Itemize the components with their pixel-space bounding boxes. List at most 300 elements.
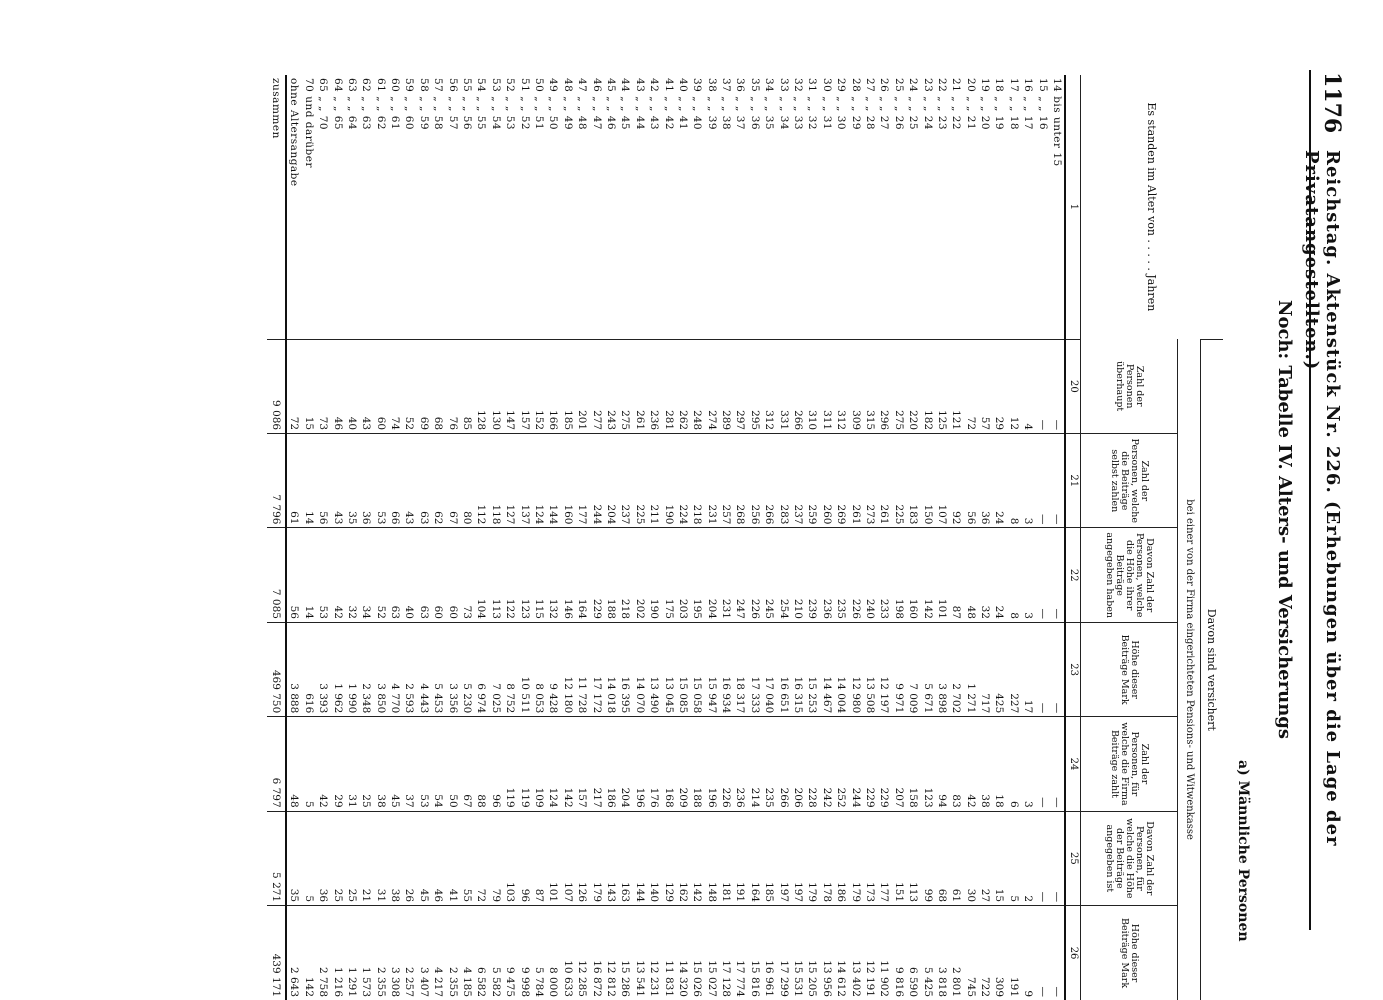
age-label: 63 „ „ 64 <box>345 78 358 131</box>
table-cell: 179 <box>848 811 862 905</box>
age-label: 38 „ „ 39 <box>705 78 718 131</box>
table-cell: 275 <box>891 339 905 433</box>
table-cell: 41 <box>445 811 459 905</box>
table-row <box>762 75 776 1000</box>
table-cell: 9 086 <box>267 339 286 433</box>
table-row <box>690 75 704 1000</box>
table-cell: 152 <box>532 339 546 433</box>
table-cell: 717 <box>978 622 992 716</box>
table-cell: 3 888 <box>286 622 301 716</box>
table-row <box>877 75 891 1000</box>
table-row <box>978 75 992 1000</box>
table-cell: 147 <box>503 339 517 433</box>
table-cell: 87 <box>532 811 546 905</box>
table-cell: — <box>1035 811 1049 905</box>
table-cell: 13 956 <box>819 906 833 1000</box>
age-label: 43 „ „ 44 <box>633 78 646 131</box>
table-cell: 142 <box>920 528 934 622</box>
table-cell: 140 <box>647 811 661 905</box>
table-cell: 5 582 <box>488 906 502 1000</box>
table-row <box>560 75 574 1000</box>
table-cell: 48 <box>286 717 301 811</box>
table-cell: 237 <box>791 434 805 528</box>
table-cell: 14 320 <box>675 906 689 1000</box>
table-cell: 146 <box>560 528 574 622</box>
table-cell: 29 <box>992 339 1006 433</box>
table-cell: 269 <box>834 434 848 528</box>
table-cell: 103 <box>503 811 517 905</box>
table-cell: 207 <box>891 717 905 811</box>
table-cell: 158 <box>906 717 920 811</box>
table-cell: 197 <box>776 811 790 905</box>
table-cell: 67 <box>445 434 459 528</box>
table-cell: 261 <box>632 339 646 433</box>
table-cell: 127 <box>503 434 517 528</box>
table-cell: 469 750 <box>267 622 286 716</box>
table-cell: 163 <box>618 811 632 905</box>
table-title: Noch: Tabelle IV. Alters- und Versicherungs <box>1274 300 1295 740</box>
col-header-25: Davon Zahl der Personen, für welche die Höhe der Beiträge angegeben ist <box>1081 811 1178 905</box>
table-cell: 144 <box>546 434 560 528</box>
table-cell: 73 <box>460 528 474 622</box>
table-cell: 197 <box>791 811 805 905</box>
table-cell: 179 <box>589 811 603 905</box>
table-cell: 76 <box>445 339 459 433</box>
table-cell: 52 <box>373 528 387 622</box>
table-row <box>589 75 603 1000</box>
table-cell: 616 <box>301 622 315 716</box>
table-cell: 3 308 <box>388 906 402 1000</box>
table-cell: 162 <box>675 811 689 905</box>
age-label: 65 „ „ 70 <box>317 78 330 131</box>
table-cell: 40 <box>402 528 416 622</box>
table-cell: 8 752 <box>503 622 517 716</box>
table-cell: 218 <box>690 434 704 528</box>
table-cell: — <box>1035 717 1049 811</box>
col-header-24: Zahl der Personen, für welche die Firma Beiträge zahlt <box>1081 717 1178 811</box>
table-cell: 257 <box>719 434 733 528</box>
table-cell: 52 <box>402 339 416 433</box>
table-cell: 312 <box>834 339 848 433</box>
table-cell: 72 <box>286 339 301 433</box>
table-cell: 25 <box>359 717 373 811</box>
table-cell: 296 <box>877 339 891 433</box>
table-cell: 40 <box>344 339 358 433</box>
table-cell: 157 <box>575 717 589 811</box>
column-number: 1 <box>1065 75 1081 339</box>
table-cell: 245 <box>762 528 776 622</box>
table-cell: 36 <box>359 434 373 528</box>
col-header-26: Höhe dieser Beiträge Mark <box>1081 906 1178 1000</box>
table-cell: 236 <box>733 717 747 811</box>
table-cell: 143 <box>604 811 618 905</box>
table-cell: 26 <box>402 811 416 905</box>
table-cell: 56 <box>316 434 330 528</box>
table-cell: 1 271 <box>963 622 977 716</box>
table-cell: 10 633 <box>560 906 574 1000</box>
table-cell: 56 <box>286 528 301 622</box>
table-cell: 201 <box>575 339 589 433</box>
table-cell: 235 <box>762 717 776 811</box>
table-cell: 17 333 <box>747 622 761 716</box>
table-cell: 266 <box>791 339 805 433</box>
table-cell: 53 <box>416 717 430 811</box>
table-cell: 160 <box>906 528 920 622</box>
table-cell: 35 <box>286 811 301 905</box>
table-cell: 4 <box>1021 339 1035 433</box>
table-cell: 166 <box>546 339 560 433</box>
age-label: 24 „ „ 25 <box>907 78 920 131</box>
table-cell: — <box>1050 434 1065 528</box>
table-cell: 42 <box>330 528 344 622</box>
table-cell: 164 <box>747 811 761 905</box>
table-cell: 80 <box>460 434 474 528</box>
table-cell: 722 <box>978 906 992 1000</box>
table-cell: 224 <box>675 434 689 528</box>
table-cell: 124 <box>546 717 560 811</box>
table-cell: 177 <box>877 811 891 905</box>
table-cell: 281 <box>661 339 675 433</box>
table-cell: 125 <box>934 339 948 433</box>
table-row <box>949 75 963 1000</box>
col-header-23: Höhe dieser Beiträge Mark <box>1081 622 1178 716</box>
table-cell: 10 511 <box>517 622 531 716</box>
table-cell: 283 <box>776 434 790 528</box>
table-cell: 88 <box>474 717 488 811</box>
header-rule <box>1309 70 1311 930</box>
column-number: 20 <box>1065 339 1081 433</box>
table-cell: 50 <box>445 717 459 811</box>
age-label: 49 „ „ 50 <box>547 78 560 131</box>
table-row <box>863 75 877 1000</box>
table-cell: 4 185 <box>460 906 474 1000</box>
age-label: 54 „ „ 55 <box>475 78 488 131</box>
table-cell: 18 317 <box>733 622 747 716</box>
table-cell: 96 <box>488 717 502 811</box>
table-cell: 73 <box>316 339 330 433</box>
table-cell: 217 <box>589 717 603 811</box>
table-cell: 157 <box>517 339 531 433</box>
table-cell: 17 172 <box>589 622 603 716</box>
table-cell: 60 <box>445 528 459 622</box>
table-cell: — <box>1035 528 1049 622</box>
table-cell: 15 205 <box>805 906 819 1000</box>
table-cell: 17 128 <box>719 906 733 1000</box>
table-cell: 142 <box>690 811 704 905</box>
table-cell: 5 425 <box>920 906 934 1000</box>
table-cell: 9 998 <box>517 906 531 1000</box>
table-cell: 57 <box>978 339 992 433</box>
table-cell: 3 818 <box>934 906 948 1000</box>
table-cell: 109 <box>532 717 546 811</box>
table-row <box>704 75 718 1000</box>
table-cell: 297 <box>733 339 747 433</box>
table-cell: 228 <box>805 717 819 811</box>
table-cell: 239 <box>805 528 819 622</box>
table-cell: 85 <box>460 339 474 433</box>
age-label: 20 „ „ 21 <box>964 78 977 131</box>
table-cell: 273 <box>863 434 877 528</box>
table-cell: 7 796 <box>267 434 286 528</box>
table-cell: 3 898 <box>934 622 948 716</box>
table-cell: 129 <box>661 811 675 905</box>
table-cell: 12 285 <box>575 906 589 1000</box>
age-label: 52 „ „ 53 <box>504 78 517 131</box>
table-row <box>474 75 488 1000</box>
table-cell: 3 <box>1021 434 1035 528</box>
table-row <box>1021 75 1035 1000</box>
table-cell: 225 <box>632 434 646 528</box>
table-cell: 14 612 <box>834 906 848 1000</box>
table-cell: 309 <box>848 339 862 433</box>
table-cell: 9 971 <box>891 622 905 716</box>
table-cell: 137 <box>517 434 531 528</box>
table-cell: 21 <box>359 811 373 905</box>
table-cell: 92 <box>949 434 963 528</box>
table-cell: 15 085 <box>675 622 689 716</box>
table-cell: 6 582 <box>474 906 488 1000</box>
table-cell: 42 <box>316 717 330 811</box>
table-row <box>460 75 474 1000</box>
table-cell: 274 <box>704 339 718 433</box>
table-cell: 2 758 <box>316 906 330 1000</box>
table-row <box>575 75 589 1000</box>
table-cell: — <box>1035 622 1049 716</box>
table-cell: 66 <box>388 434 402 528</box>
table-cell: 115 <box>532 528 546 622</box>
table-cell: 160 <box>560 434 574 528</box>
table-cell: 309 <box>992 906 1006 1000</box>
table-cell: 62 <box>431 434 445 528</box>
table-row <box>330 75 344 1000</box>
table-cell: 2 <box>1021 811 1035 905</box>
table-cell: 24 <box>992 528 1006 622</box>
table-cell: 7 025 <box>488 622 502 716</box>
table-row <box>503 75 517 1000</box>
table-cell: 13 045 <box>661 622 675 716</box>
table-cell: 61 <box>286 434 301 528</box>
table-cell: — <box>1050 622 1065 716</box>
total-row <box>267 75 286 1000</box>
table-cell: 311 <box>819 339 833 433</box>
table-cell: 256 <box>747 434 761 528</box>
table-cell: 275 <box>618 339 632 433</box>
table-cell: 13 541 <box>632 906 646 1000</box>
table-row <box>1050 75 1065 1000</box>
col-header-22: Davon Zahl der Personen, welche die Höhe ihrer Beiträge angegeben haben <box>1081 528 1178 622</box>
column-number: 24 <box>1065 717 1081 811</box>
table-cell: 27 <box>978 811 992 905</box>
table-cell: 43 <box>402 434 416 528</box>
table-cell: 132 <box>546 528 560 622</box>
table-cell: 67 <box>460 717 474 811</box>
table-cell: 4 443 <box>416 622 430 716</box>
table-cell: 277 <box>589 339 603 433</box>
table-cell: 12 812 <box>604 906 618 1000</box>
col-header-21: Zahl der Personen, welche die Beiträge selbst zahlen <box>1081 434 1178 528</box>
table-row <box>431 75 445 1000</box>
table-cell: 5 453 <box>431 622 445 716</box>
table-row <box>747 75 761 1000</box>
table-row <box>373 75 387 1000</box>
table-cell: 186 <box>604 717 618 811</box>
table-cell: 7 009 <box>906 622 920 716</box>
table-row <box>286 75 301 1000</box>
table-cell: 122 <box>503 528 517 622</box>
table-row <box>805 75 819 1000</box>
table-cell: 168 <box>661 717 675 811</box>
table-cell: 266 <box>762 434 776 528</box>
table-cell: 14 018 <box>604 622 618 716</box>
table-cell: 312 <box>762 339 776 433</box>
table-cell: 209 <box>675 717 689 811</box>
table-cell: 202 <box>632 528 646 622</box>
page-number: 1176 <box>1319 72 1345 134</box>
table-cell: 231 <box>704 434 718 528</box>
table-cell: 16 961 <box>762 906 776 1000</box>
table-cell: 229 <box>877 717 891 811</box>
table-cell: 9 816 <box>891 906 905 1000</box>
table-cell: 16 934 <box>719 622 733 716</box>
table-cell: 34 <box>359 528 373 622</box>
table-cell: 68 <box>934 811 948 905</box>
table-cell: — <box>1050 906 1065 1000</box>
table-cell: 36 <box>316 811 330 905</box>
table-cell: 63 <box>416 434 430 528</box>
table-cell: 14 004 <box>834 622 848 716</box>
table-cell: 16 651 <box>776 622 790 716</box>
table-cell: 25 <box>330 811 344 905</box>
table-cell: 237 <box>618 434 632 528</box>
column-number: 25 <box>1065 811 1081 905</box>
table-cell: 252 <box>834 717 848 811</box>
table-row <box>488 75 502 1000</box>
age-label: 15 „ „ 16 <box>1036 78 1049 131</box>
table-cell: 15 <box>992 811 1006 905</box>
age-label: 53 „ „ 54 <box>489 78 502 131</box>
age-label: 59 „ „ 60 <box>403 78 416 131</box>
column-number: 26 <box>1065 906 1081 1000</box>
table-cell: 261 <box>877 434 891 528</box>
table-cell: 113 <box>906 811 920 905</box>
table-cell: 8 053 <box>532 622 546 716</box>
table-cell: 43 <box>330 434 344 528</box>
table-cell: 227 <box>1006 622 1020 716</box>
age-label: 21 „ „ 22 <box>950 78 963 131</box>
table-cell: 164 <box>575 528 589 622</box>
table-cell: 177 <box>575 434 589 528</box>
table-cell: 262 <box>675 339 689 433</box>
table-cell: 214 <box>747 717 761 811</box>
table-cell: 87 <box>949 528 963 622</box>
table-row <box>301 75 315 1000</box>
table-cell: 190 <box>647 528 661 622</box>
table-row <box>776 75 790 1000</box>
table-cell: 150 <box>920 434 934 528</box>
table-cell: 72 <box>474 811 488 905</box>
column-number: 22 <box>1065 528 1081 622</box>
table-cell: 11 831 <box>661 906 675 1000</box>
table-cell: 130 <box>488 339 502 433</box>
age-label: 26 „ „ 27 <box>878 78 891 131</box>
table-cell: 119 <box>503 717 517 811</box>
table-cell: 14 <box>301 434 315 528</box>
table-cell: 229 <box>589 528 603 622</box>
age-label: 14 bis unter 15 <box>1051 78 1064 167</box>
table-cell: 16 872 <box>589 906 603 1000</box>
table-cell: 206 <box>791 717 805 811</box>
table-cell: 128 <box>474 339 488 433</box>
table-body <box>267 75 1065 1000</box>
table-cell: 30 <box>963 811 977 905</box>
table-cell: 182 <box>920 339 934 433</box>
table-cell: 176 <box>647 717 661 811</box>
table-cell: — <box>1050 717 1065 811</box>
table-cell: 18 <box>992 717 1006 811</box>
table-cell: 144 <box>632 811 646 905</box>
table-cell: 46 <box>330 339 344 433</box>
table-row <box>546 75 560 1000</box>
table-cell: 107 <box>934 434 948 528</box>
table-cell: 745 <box>963 906 977 1000</box>
table-cell: 191 <box>733 811 747 905</box>
table-cell: 1 291 <box>344 906 358 1000</box>
table-row <box>1006 75 1020 1000</box>
age-label: 57 „ „ 58 <box>432 78 445 131</box>
table-cell: 5 271 <box>267 811 286 905</box>
table-cell: 5 <box>301 717 315 811</box>
table-cell: 16 315 <box>791 622 805 716</box>
table-cell: 142 <box>560 717 574 811</box>
group-header: Davon sind versichert <box>1201 339 1224 1000</box>
age-label: 60 „ „ 61 <box>389 78 402 131</box>
table-cell: 236 <box>819 528 833 622</box>
table-row <box>992 75 1006 1000</box>
table-row <box>316 75 330 1000</box>
table-cell: 11 902 <box>877 906 891 1000</box>
table-row <box>604 75 618 1000</box>
table-cell: 2 643 <box>286 906 301 1000</box>
table-cell: 195 <box>690 528 704 622</box>
table-cell: — <box>1035 434 1049 528</box>
table-cell: 266 <box>776 717 790 811</box>
table-cell: 175 <box>661 528 675 622</box>
age-label: 39 „ „ 40 <box>691 78 704 131</box>
table-cell: 1 962 <box>330 622 344 716</box>
age-label: 32 „ „ 33 <box>792 78 805 131</box>
col-header-20: Zahl der Personen überhaupt <box>1114 361 1145 412</box>
table-cell: 63 <box>416 528 430 622</box>
table-cell: 15 286 <box>618 906 632 1000</box>
age-label: 29 „ „ 30 <box>835 78 848 131</box>
table-cell: 243 <box>604 339 618 433</box>
table-cell: 112 <box>474 434 488 528</box>
age-label: 61 „ „ 62 <box>374 78 387 131</box>
table-cell: 2 355 <box>373 906 387 1000</box>
age-label: 70 und darüber <box>302 78 315 169</box>
table-cell: — <box>1050 528 1065 622</box>
table-cell: 107 <box>560 811 574 905</box>
table-cell: 315 <box>863 339 877 433</box>
table-cell: 113 <box>488 528 502 622</box>
table-cell: 181 <box>719 811 733 905</box>
table-cell: 17 040 <box>762 622 776 716</box>
table-row <box>618 75 632 1000</box>
table-cell: 60 <box>373 339 387 433</box>
table-row <box>647 75 661 1000</box>
age-label: 33 „ „ 34 <box>777 78 790 131</box>
table-cell: 9 428 <box>546 622 560 716</box>
